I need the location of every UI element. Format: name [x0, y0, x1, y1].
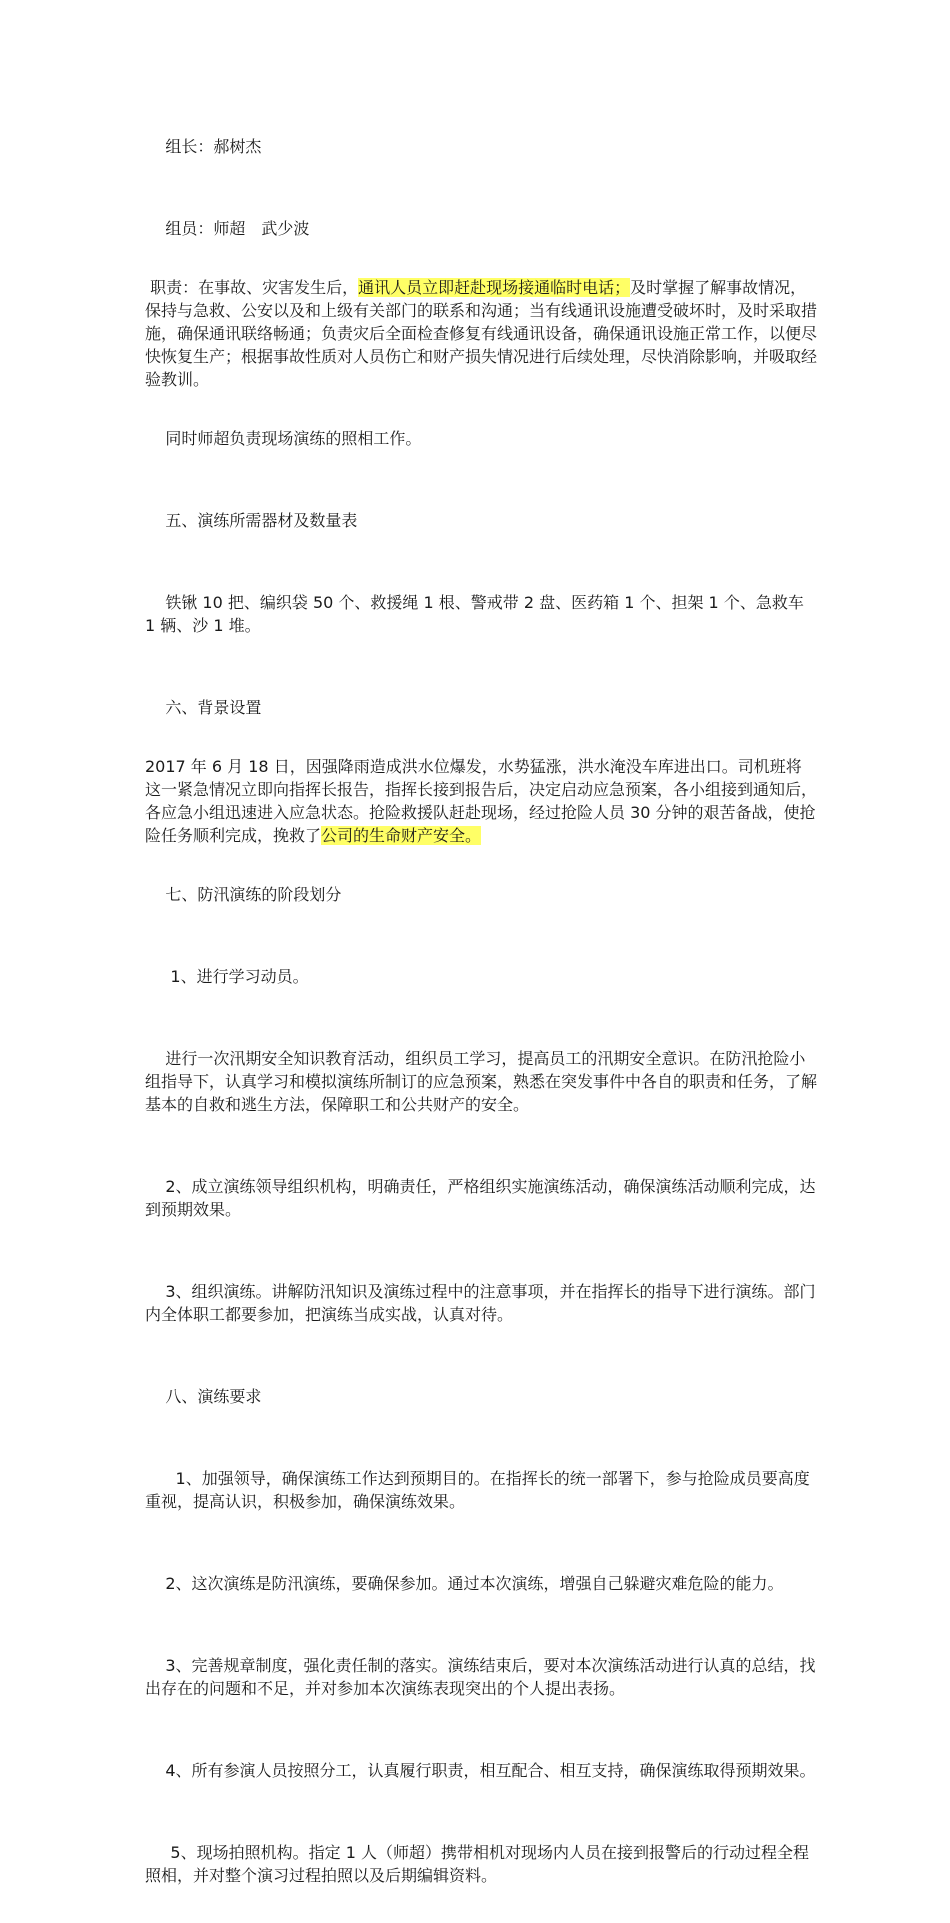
heading-text: 六、背景设置	[165, 698, 262, 717]
paragraph-req-1	[145, 1444, 817, 1536]
heading-text: 八、演练要求	[165, 1387, 262, 1406]
text-segment: 同时师超负责现场演练的照相工作。	[165, 429, 422, 448]
paragraph-req-4	[145, 1736, 817, 1805]
heading-text: 七、防汛演练的阶段划分	[165, 885, 342, 904]
text-segment: 3、组织演练。讲解防汛知识及演练过程中的注意事项，并在指挥长的指导下进行演练。部门内全体职工都要参加，把演练当成实战，认真对待。	[145, 1282, 816, 1324]
text-segment: 组长：郝树杰	[165, 137, 262, 156]
text-segment: 1、加强领导，确保演练工作达到预期目的。在指挥长的统一部署下，参与抢险成员要高度重视，提高认识，积极参加，确保演练效果。	[145, 1469, 810, 1511]
paragraph-stage-2	[145, 1152, 817, 1244]
section-heading-5	[145, 486, 817, 555]
section-heading-6	[145, 673, 817, 742]
paragraph-equipment	[145, 568, 817, 660]
text-segment: 3、完善规章制度，强化责任制的落实。演练结束后，要对本次演练活动进行认真的总结，找出存在的问题和不足，并对参加本次演练表现突出的个人提出表扬。	[145, 1656, 816, 1698]
paragraph-background	[145, 755, 817, 847]
text-segment: 5、现场拍照机构。指定 1 人（师超）携带相机对现场内人员在接到报警后的行动过程全程照相，并对整个演习过程拍照以及后期编辑资料。	[145, 1843, 809, 1885]
text-segment: 及时掌握了解事故情况，保持与急救、公安以及和上级有关部门的联系和沟通；当有线通讯设施遭受破坏时，及时采取措施，确保通讯联络畅通；负责灾后全面检查修复有线通讯设备，确保通讯设施正常工作，以便尽快恢复生产；根据事故性质对人员伤亡和财产损失情况进行后续处理，尽快消除影响，并吸取经验教训。	[145, 278, 818, 389]
text-segment: 4、所有参演人员按照分工，认真履行职责，相互配合、相互支持，确保演练取得预期效果。	[165, 1761, 816, 1780]
highlighted-text: 公司的生命财产安全。	[321, 826, 482, 845]
text-segment: 2017 年 6 月 18 日，因强降雨造成洪水位爆发，水势猛涨，洪水淹没车库进出口。司机班将这一紧急情况立即向指挥长报告，指挥长接到报告后，决定启动应急预案，各小组接到通知后，各应急小组迅速进入应急状态。抢险救援队赶赴现场，经过抢险人员 30 分钟的艰苦备战，使抢险任务顺利完成，挽救了	[145, 757, 818, 845]
text-segment: 2、成立演练领导组织机构，明确责任，严格组织实施演练活动，确保演练活动顺利完成，达到预期效果。	[145, 1177, 816, 1219]
paragraph-duty	[145, 276, 817, 391]
text-segment: 2、这次演练是防汛演练，要确保参加。通过本次演练，增强自己躲避灾难危险的能力。	[165, 1574, 784, 1593]
section-heading-7	[145, 860, 817, 929]
paragraph-stage-1-body	[145, 1024, 817, 1139]
paragraph-photo-duty	[145, 404, 817, 473]
paragraph-req-2	[145, 1549, 817, 1618]
text-segment: 1、进行学习动员。	[165, 967, 309, 986]
text-segment: 组员：师超 武少波	[165, 219, 310, 238]
paragraph-leader	[145, 112, 817, 181]
text-segment: 铁锹 10 把、编织袋 50 个、救援绳 1 根、警戒带 2 盘、医药箱 1 个、担架 1 个、急救车 1 辆、沙 1 堆。	[145, 593, 809, 635]
section-heading-8	[145, 1362, 817, 1431]
paragraph-req-5	[145, 1818, 817, 1910]
highlighted-text: 通讯人员立即赶赴现场接通临时电话；	[358, 278, 631, 297]
text-segment: 职责：在事故、灾害发生后，	[145, 278, 359, 297]
paragraph-stage-1-title	[145, 942, 817, 1011]
text-segment: 进行一次汛期安全知识教育活动，组织员工学习，提高员工的汛期安全意识。在防汛抢险小组指导下，认真学习和模拟演练所制订的应急预案，熟悉在突发事件中各自的职责和任务，了解基本的自救和逃生方法，保障职工和公共财产的安全。	[145, 1049, 818, 1114]
paragraph-req-3	[145, 1631, 817, 1723]
paragraph-stage-3	[145, 1257, 817, 1349]
heading-text: 五、演练所需器材及数量表	[165, 511, 358, 530]
paragraph-members	[145, 194, 817, 263]
document-page	[145, 112, 817, 1923]
